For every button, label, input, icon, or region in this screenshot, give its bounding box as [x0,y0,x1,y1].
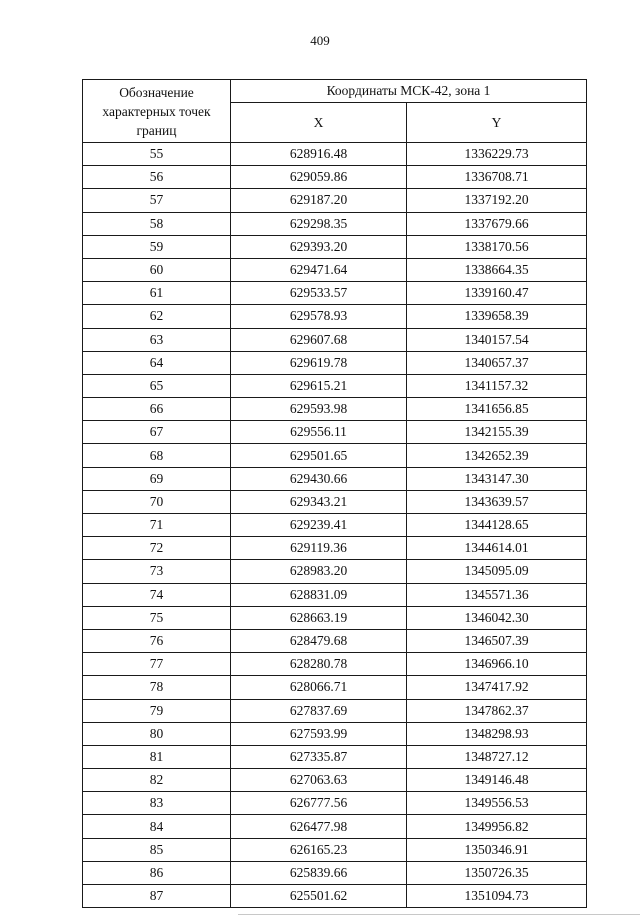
table-row [83,351,587,374]
point-number-cell: 78 [83,676,231,699]
x-coordinate-cell: 629556.11 [231,421,407,444]
point-number-cell: 74 [83,583,231,606]
y-coordinate-cell: 1343639.57 [407,490,587,513]
y-coordinate-cell: 1337192.20 [407,189,587,212]
table-row [83,560,587,583]
y-coordinate-cell: 1336708.71 [407,166,587,189]
y-coordinate-cell: 1342155.39 [407,421,587,444]
point-number-cell: 75 [83,606,231,629]
y-coordinate-cell: 1343147.30 [407,467,587,490]
x-coordinate-cell: 626477.98 [231,815,407,838]
table-row [83,305,587,328]
table-row [83,444,587,467]
y-coordinate-cell: 1341157.32 [407,374,587,397]
y-coordinate-cell: 1346507.39 [407,629,587,652]
table-row [83,514,587,537]
point-number-cell: 66 [83,398,231,421]
y-coordinate-cell: 1338664.35 [407,258,587,281]
table-row [83,792,587,815]
y-coordinate-cell: 1349556.53 [407,792,587,815]
table-row [83,258,587,281]
point-number-cell: 67 [83,421,231,444]
x-coordinate-cell: 628916.48 [231,143,407,166]
header-row-group [83,80,587,103]
point-number-cell: 76 [83,629,231,652]
y-coordinate-cell: 1351094.73 [407,885,587,908]
table-row [83,676,587,699]
x-coordinate-cell: 629343.21 [231,490,407,513]
x-coordinate-cell: 629430.66 [231,467,407,490]
x-coordinate-cell: 629593.98 [231,398,407,421]
x-coordinate-cell: 629619.78 [231,351,407,374]
y-coordinate-cell: 1345571.36 [407,583,587,606]
point-number-cell: 82 [83,769,231,792]
x-coordinate-cell: 628983.20 [231,560,407,583]
table-row [83,861,587,884]
point-number-cell: 56 [83,166,231,189]
y-coordinate-cell: 1341656.85 [407,398,587,421]
table-row [83,166,587,189]
point-number-cell: 84 [83,815,231,838]
y-coordinate-cell: 1338170.56 [407,235,587,258]
y-coordinate-cell: 1344614.01 [407,537,587,560]
x-coordinate-cell: 629578.93 [231,305,407,328]
x-coordinate-cell: 629059.86 [231,166,407,189]
x-coordinate-cell: 629501.65 [231,444,407,467]
x-coordinate-cell: 625501.62 [231,885,407,908]
table-row [83,374,587,397]
coordinates-table [82,79,587,908]
table-row [83,328,587,351]
y-coordinate-cell: 1349146.48 [407,769,587,792]
table-body [83,143,587,908]
x-coordinate-cell: 629607.68 [231,328,407,351]
x-coordinate-cell: 628066.71 [231,676,407,699]
table-row [83,537,587,560]
point-number-cell: 69 [83,467,231,490]
table-row [83,838,587,861]
y-column-header: Y [407,103,587,143]
table-row [83,143,587,166]
table-row [83,189,587,212]
point-number-cell: 70 [83,490,231,513]
point-number-cell: 73 [83,560,231,583]
x-column-header: X [231,103,407,143]
point-number-cell: 80 [83,722,231,745]
y-coordinate-cell: 1348727.12 [407,745,587,768]
point-number-cell: 85 [83,838,231,861]
x-coordinate-cell: 628831.09 [231,583,407,606]
table-row [83,583,587,606]
coordinates-group-header: Координаты МСК-42, зона 1 [231,80,587,103]
table-row [83,467,587,490]
y-coordinate-cell: 1346042.30 [407,606,587,629]
point-number-cell: 81 [83,745,231,768]
point-number-cell: 65 [83,374,231,397]
table-row [83,815,587,838]
point-number-cell: 59 [83,235,231,258]
y-coordinate-cell: 1347862.37 [407,699,587,722]
x-coordinate-cell: 627335.87 [231,745,407,768]
x-coordinate-cell: 629393.20 [231,235,407,258]
y-coordinate-cell: 1339658.39 [407,305,587,328]
table-row [83,490,587,513]
point-number-cell: 55 [83,143,231,166]
point-number-cell: 57 [83,189,231,212]
y-coordinate-cell: 1337679.66 [407,212,587,235]
point-number-cell: 77 [83,653,231,676]
y-coordinate-cell: 1340657.37 [407,351,587,374]
point-designation-header: Обозначение характерных точек границ [83,80,231,143]
table-row [83,398,587,421]
y-coordinate-cell: 1340157.54 [407,328,587,351]
table-row [83,282,587,305]
x-coordinate-cell: 629533.57 [231,282,407,305]
x-coordinate-cell: 626165.23 [231,838,407,861]
point-number-cell: 62 [83,305,231,328]
x-coordinate-cell: 628663.19 [231,606,407,629]
point-number-cell: 58 [83,212,231,235]
x-coordinate-cell: 629471.64 [231,258,407,281]
page-number: 409 [310,33,330,48]
y-coordinate-cell: 1347417.92 [407,676,587,699]
x-coordinate-cell: 627593.99 [231,722,407,745]
point-number-cell: 60 [83,258,231,281]
x-coordinate-cell: 629187.20 [231,189,407,212]
x-coordinate-cell: 627837.69 [231,699,407,722]
point-number-cell: 71 [83,514,231,537]
point-number-cell: 87 [83,885,231,908]
x-coordinate-cell: 629298.35 [231,212,407,235]
y-coordinate-cell: 1350346.91 [407,838,587,861]
table-row [83,769,587,792]
y-coordinate-cell: 1342652.39 [407,444,587,467]
x-coordinate-cell: 625839.66 [231,861,407,884]
x-coordinate-cell: 629615.21 [231,374,407,397]
scan-edge-line [238,914,640,915]
table-row [83,235,587,258]
point-number-cell: 61 [83,282,231,305]
table-row [83,885,587,908]
x-coordinate-cell: 628280.78 [231,653,407,676]
y-coordinate-cell: 1345095.09 [407,560,587,583]
y-coordinate-cell: 1344128.65 [407,514,587,537]
table-row [83,421,587,444]
x-coordinate-cell: 626777.56 [231,792,407,815]
table-row [83,653,587,676]
y-coordinate-cell: 1336229.73 [407,143,587,166]
x-coordinate-cell: 627063.63 [231,769,407,792]
table-header [83,80,587,143]
point-number-cell: 68 [83,444,231,467]
table-row [83,699,587,722]
point-number-cell: 64 [83,351,231,374]
point-number-cell: 72 [83,537,231,560]
y-coordinate-cell: 1346966.10 [407,653,587,676]
table-row [83,722,587,745]
y-coordinate-cell: 1350726.35 [407,861,587,884]
x-coordinate-cell: 628479.68 [231,629,407,652]
table-row [83,212,587,235]
y-coordinate-cell: 1349956.82 [407,815,587,838]
y-coordinate-cell: 1348298.93 [407,722,587,745]
point-number-cell: 83 [83,792,231,815]
x-coordinate-cell: 629239.41 [231,514,407,537]
table-row [83,606,587,629]
x-coordinate-cell: 629119.36 [231,537,407,560]
point-number-cell: 63 [83,328,231,351]
point-number-cell: 79 [83,699,231,722]
y-coordinate-cell: 1339160.47 [407,282,587,305]
table-row [83,629,587,652]
table-row [83,745,587,768]
point-number-cell: 86 [83,861,231,884]
